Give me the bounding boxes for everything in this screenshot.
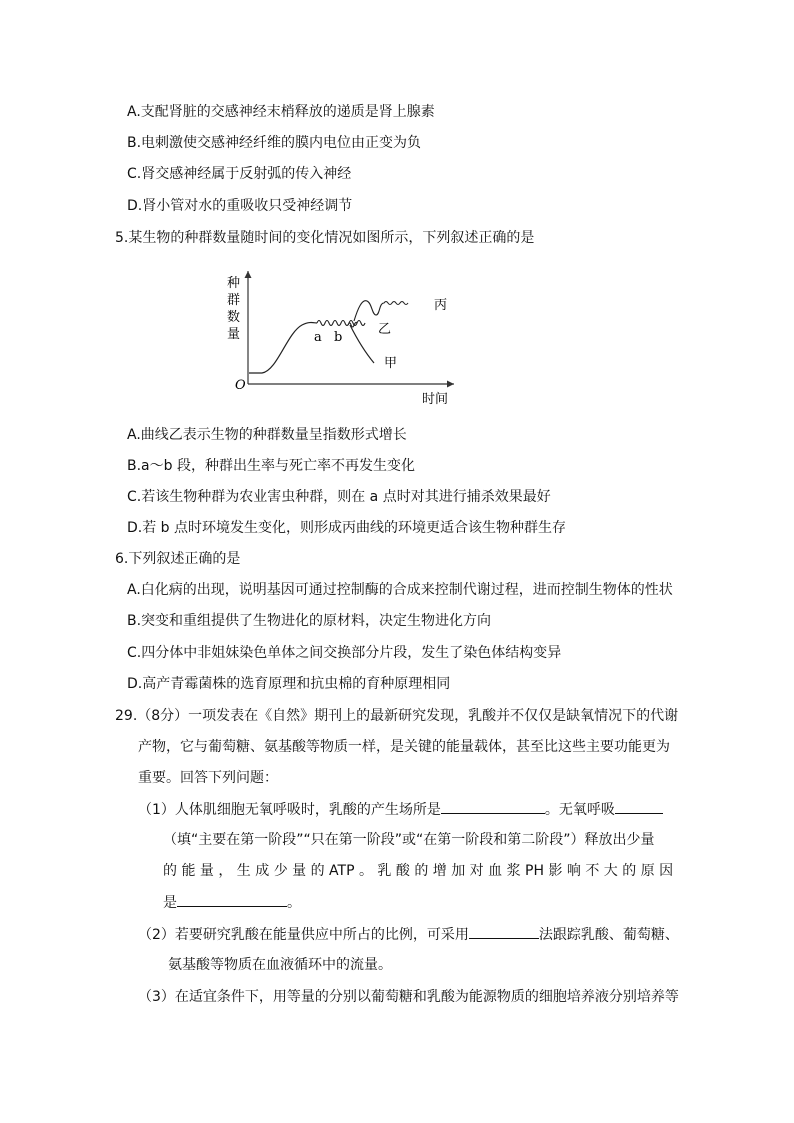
q4-option-c: C.肾交感神经属于反射弧的传入神经	[127, 166, 352, 182]
answer-blank-2[interactable]	[615, 799, 663, 814]
q6-option-c: C.四分体中非姐妹染色单体之间交换部分片段，发生了染色体结构变异	[127, 645, 562, 661]
y-axis-label-1: 种	[227, 276, 241, 291]
q29-sub1-line2: （填“主要在第一阶段”“只在第一阶段”或“在第一阶段和第二阶段”）释放出少量	[163, 832, 655, 848]
q29-sub1-line4-a: 是	[163, 895, 177, 911]
q5-option-a: A.曲线乙表示生物的种群数量呈指数形式增长	[127, 427, 407, 443]
oscillation-curve	[317, 321, 365, 326]
growth-curve	[249, 323, 317, 374]
q29-sub1-line3: 的 能 量 ， 生 成 少 量 的 ATP 。 乳 酸 的 增 加 对 血 浆 PH 影 响 不 大 的 原 因	[163, 863, 674, 879]
q29-sub1-text-a: （1）人体肌细胞无氧呼吸时，乳酸的产生场所是	[138, 802, 441, 818]
q29-stem-line3: 重要。回答下列问题：	[138, 770, 278, 786]
q29-sub1-line4-b: 。	[287, 895, 301, 911]
q29-sub2-text-a: （2）若要研究乳酸在能量供应中所占的比例，可采用	[138, 927, 469, 943]
y-axis-label-2: 群	[227, 293, 241, 308]
point-a-label: a	[314, 330, 322, 345]
population-figure	[222, 263, 462, 413]
q6-stem: 6.下列叙述正确的是	[115, 551, 241, 567]
q29-sub2-line1	[138, 924, 679, 945]
q4-option-d: D.肾小管对水的重吸收只受神经调节	[127, 198, 353, 214]
q29-sub1-line4	[163, 892, 301, 913]
y-axis-label-3: 数	[227, 310, 241, 325]
curve-jia-label: 甲	[384, 356, 398, 371]
q29-sub2-text-b: 法跟踪乳酸、葡萄糖、	[538, 927, 679, 943]
answer-blank-1[interactable]	[441, 799, 545, 814]
answer-blank-3[interactable]	[177, 892, 287, 907]
curve-bing-label: 丙	[434, 298, 448, 313]
answer-blank-4[interactable]	[469, 924, 539, 939]
q29-sub3-line1: （3）在适宜条件下，用等量的分别以葡萄糖和乳酸为能源物质的细胞培养液分别培养等	[138, 989, 679, 1005]
q5-stem: 5.某生物的种群数量随时间的变化情况如图所示，下列叙述正确的是	[115, 230, 535, 246]
point-b-label: b	[334, 330, 343, 345]
curve-bing	[354, 301, 408, 321]
curve-jia	[350, 325, 374, 363]
q29-sub2-line2: 氨基酸等物质在血液循环中的流量。	[168, 957, 392, 973]
q5-option-c: C.若该生物种群为农业害虫种群，则在 a 点时对其进行捕杀效果最好	[127, 489, 551, 505]
q6-option-d: D.高产青霉菌株的选育原理和抗虫棉的育种原理相同	[127, 676, 451, 692]
q29-stem-line1: 29.（8分）一项发表在《自然》期刊上的最新研究发现，乳酸并不仅仅是缺氧情况下的代谢	[115, 708, 679, 724]
q29-sub1-text-b: 。无氧呼吸	[544, 802, 615, 818]
origin-label: O	[235, 378, 246, 393]
q6-option-b: B.突变和重组提供了生物进化的原材料，决定生物进化方向	[127, 613, 492, 629]
curve-yi-label: 乙	[378, 322, 392, 337]
q29-sub1-line1	[138, 799, 663, 820]
y-axis-label-4: 量	[227, 327, 241, 342]
q5-option-d: D.若 b 点时环境发生变化，则形成丙曲线的环境更适合该生物种群生存	[127, 520, 567, 536]
q4-option-a: A.支配肾脏的交感神经末梢释放的递质是肾上腺素	[127, 104, 435, 120]
x-axis-label: 时间	[422, 392, 449, 407]
q6-option-a: A.白化病的出现，说明基因可通过控制酶的合成来控制代谢过程，进而控制生物体的性状	[127, 582, 673, 598]
q5-option-b: B.a～b 段，种群出生率与死亡率不再发生变化	[127, 458, 415, 474]
q4-option-b: B.电刺激使交感神经纤维的膜内电位由正变为负	[127, 135, 422, 151]
q29-stem-line2: 产物，它与葡萄糖、氨基酸等物质一样，是关键的能量载体，甚至比这些主要功能更为	[138, 739, 670, 755]
